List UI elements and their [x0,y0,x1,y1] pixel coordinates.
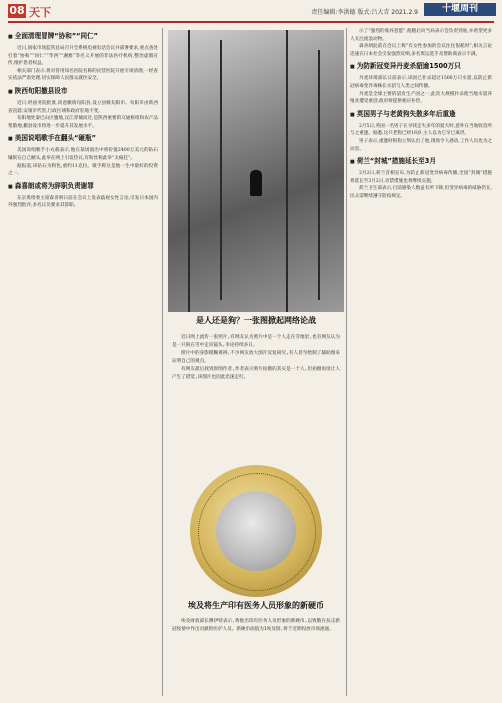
page-header [0,0,502,20]
page-number: 08 [9,4,25,17]
coin-center [216,491,296,571]
article-paragraph: 近日,经国务院批准,同意撤销旬阳县,设立县级旬阳市。旬阳市由陕西省直辖,安康市代管,行政区域和政府驻地不变。 [8,100,158,114]
article-paragraph: 近日网上流传一张照片,有网友认为照片中是一个人走在雪地里,也有网友认为是一只狗在雪中走向镜头,争论持续多日。 [172,335,340,348]
article-paragraph: 据报道,该钻石为粉色,重约11克拉。歌手称这是他一生中最好的投资之一。 [8,163,158,177]
tree-trunk [318,50,320,300]
article-headline: ■ 森喜朗或将为辞职负责谢罪 [8,182,158,192]
article-paragraph: 丹麦环境部长日前表示,该国已扑杀超过1500万只水貂,以防止新冠病毒变异毒株在水貂与人类之间传播。 [350,76,492,89]
tree-trunk [220,40,222,300]
article-headline: ■ 英国男子与老黄狗失散多年后重逢 [350,110,492,120]
article-paragraph: 2月5日,英国一名男子在寻找走失多年的爱犬时,意外在当地收容所与之重逢。据悉,这只老狗已经16岁,主人以为它早已离世。 [350,123,492,137]
column-divider [346,28,347,696]
article [350,28,492,58]
tree-trunk [286,30,288,312]
article-paragraph: 示了“强烈的收养意愿”,他随后向当局表示会负责到底,并希望更多人关注流浪动物。 [350,29,492,42]
article-headline: ■ 荷兰“封城”措施延长至3月 [350,157,492,167]
article-headline: ■ 陕西旬阳撤县设市 [8,87,158,97]
article [350,157,492,200]
article-paragraph: 埃及财政部长穆伊特表示,将推出印有医务人员形象的新硬币,以致敬在抗击新冠疫情中作出贡献的医护人员。新硬币面值为1埃及镑,将于近期投放市场流通。 [172,619,340,632]
article-paragraph: 丹麦是全球主要的貂皮生产国之一,此次大规模扑杀使当地水貂养殖业遭受重创,政府将提供相应补偿。 [350,91,492,105]
article-paragraph: 荷兰卫生部表示,目前感染人数虽有所下降,但变异病毒的威胁仍在,民众需继续遵守防疫规定。 [350,186,493,199]
feature-body [172,334,340,382]
article-paragraph: 照片中的身影模糊难辨,不少网友放大图片反复研究,有人甚至绘制了辅助图来证明自己的观点。 [172,351,340,364]
walking-figure [250,170,262,196]
article [350,110,492,153]
article-paragraph: 2月2日,荷兰首相宣布,为防止新冠变异病毒传播,全国“封城”措施将延长至3月2日,宵禁措施也将继续实施。 [350,171,492,184]
tree-trunk [188,30,190,312]
article-paragraph: 相关部门表示,将对冒用知名医院名称的民营医院开展专项清理,一经查实依法严肃处理,切实保障人民群众就医安全。 [8,68,158,82]
article-headline: ■ 全面清理冒牌“协和”“同仁” [8,32,158,42]
article-headline: ■ 为防新冠变异丹麦杀貂逾1500万只 [350,62,492,72]
article [8,134,158,177]
newspaper-logo: 十堰周刊 [424,3,496,16]
article [350,62,492,105]
article-paragraph: 男子表示,重逢时狗狗立刻认出了他,现场令人感动,工作人员也为之动容。 [350,138,493,152]
article [8,182,158,210]
section-title: 天下 [29,6,51,19]
article [8,87,158,130]
article-paragraph: 森喜朗此前在会议上称“有女性参加的会议往往很耗时”,相关言论迅速在日本社会引发强烈反响,多名奥运选手及赞助商表示不满。 [350,44,492,57]
article-paragraph: 近日,国家市场监管总局召开全系统电视电话会议并部署要求,重点查处打着“协和”“同仁”“华西”“湘雅”等名义开展的非法医疗机构,整治虚假宣传,维护患者权益。 [8,46,158,67]
column-divider [162,28,163,696]
article-paragraph: 旬阳地处秦巴山区腹地,汉江穿城而过,是陕西重要的交通枢纽和农产品集散地,撤县设市将进一步提升其发展水平。 [8,116,158,129]
coin-body [172,618,340,634]
header-rule [8,21,494,23]
right-column [350,28,492,201]
left-column [8,28,158,210]
article-paragraph: 美国说唱歌手小丸载表示,他在某场演出中将价值2400万美元的钻石镶嵌在自己额头,此举在网上引发热议,有粉丝称此举“太疯狂”。 [8,148,158,161]
snow-photo [168,30,344,312]
article-paragraph: 东京奥组委主席森喜朗日前在会议上发表歧视女性言论,引发日本国内外强烈批评,多名议员要求其辞职。 [8,195,158,209]
photo-caption: 是人还是狗？一张图掀起网络论战 [196,316,316,325]
article-headline: ■ 美国说唱歌手在翻头“砸瓶” [8,134,158,144]
coin-caption: 埃及将生产印有医务人员形象的新硬币 [188,601,324,610]
editor-meta: 责任编辑:李洪德 版式:吕大青 2021.2.9 [311,9,418,16]
article [8,32,158,83]
coin-image [190,465,322,597]
article-paragraph: 有网友最后找到原图作者,作者表示照片拍摄的其实是一个人,但拍摄角度让人产生了错觉,该图片也因此迅速走红。 [172,367,340,380]
